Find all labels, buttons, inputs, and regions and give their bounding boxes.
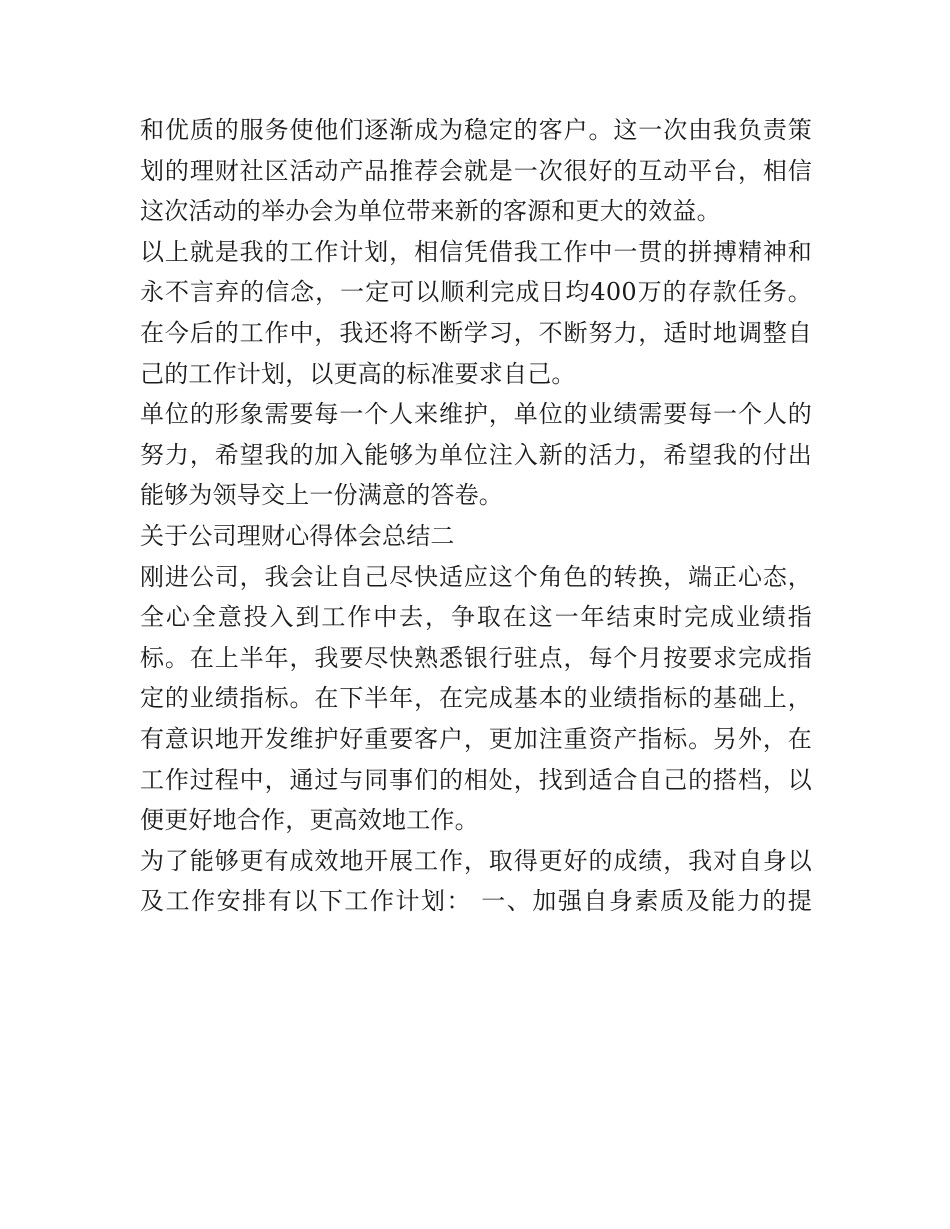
text-line: 己的工作计划，以更高的标准要求自己。 bbox=[140, 359, 576, 388]
text-line: 努力，希望我的加入能够为单位注入新的活力，希望我的付出 bbox=[140, 440, 812, 469]
text-line: 在今后的工作中，我还将不断学习，不断努力，适时地调整自 bbox=[140, 318, 812, 347]
paragraph-improvement-plan bbox=[140, 841, 812, 922]
document-page bbox=[140, 110, 812, 922]
text-line: 和优质的服务使他们逐渐成为稳定的客户。这一次由我负责策 bbox=[140, 116, 812, 144]
text-line: 全心全意投入到工作中去，争取在这一年结束时完成业绩指 bbox=[140, 603, 812, 632]
text-line: 定的业绩指标。在下半年，在完成基本的业绩指标的基础上， bbox=[140, 684, 812, 713]
text-line: 划的理财社区活动产品推荐会就是一次很好的互动平台，相信 bbox=[140, 156, 812, 185]
section-heading bbox=[140, 516, 812, 557]
text-line: 这次活动的举办会为单位带来新的客源和更大的效益。 bbox=[140, 197, 721, 226]
text-line: 刚进公司，我会让自己尽快适应这个角色的转换，端正心态， bbox=[140, 562, 812, 591]
paragraph-unit-image bbox=[140, 394, 812, 516]
text-line: 便更好地合作，更高效地工作。 bbox=[140, 806, 479, 835]
paragraph-new-employee-plan bbox=[140, 557, 812, 841]
text-line: 有意识地开发维护好重要客户，更加注重资产指标。另外，在 bbox=[140, 724, 812, 753]
text-line: 标。在上半年，我要尽快熟悉银行驻点，每个月按要求完成指 bbox=[140, 643, 812, 672]
paragraph-client-activity bbox=[140, 110, 812, 232]
text-line: 能够为领导交上一份满意的答卷。 bbox=[140, 481, 503, 510]
text-line: 为了能够更有成效地开展工作，取得更好的成绩，我对自身以 bbox=[140, 846, 812, 875]
heading-line: 关于公司理财心得体会总结二 bbox=[140, 521, 455, 550]
text-line: 工作过程中，通过与同事们的相处，找到适合自己的搭档，以 bbox=[140, 765, 812, 794]
text-line: 永不言弃的信念，一定可以顺利完成日均400万的存款任务。 bbox=[140, 278, 812, 307]
text-line: 单位的形象需要每一个人来维护，单位的业绩需要每一个人的 bbox=[140, 400, 812, 429]
text-line: 以上就是我的工作计划，相信凭借我工作中一贯的拼搏精神和 bbox=[140, 237, 812, 266]
text-line: 及工作安排有以下工作计划： 一、加强自身素质及能力的提 bbox=[140, 887, 812, 916]
paragraph-work-plan-summary bbox=[140, 232, 812, 394]
